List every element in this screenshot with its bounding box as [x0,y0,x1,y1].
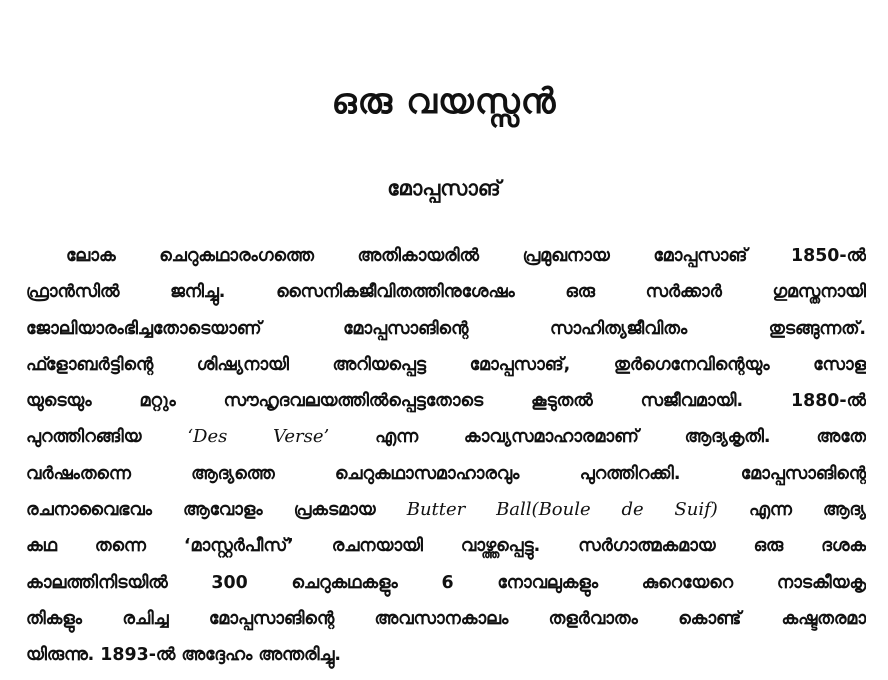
book-title-butter-ball: Butter Ball(Boule de Suif) [406,499,718,521]
story-title: ഒരു വയസ്സൻ [331,82,557,122]
paragraph-line: യിരുന്നു. 1893-ൽ അദ്ദേഹം അന്തരിച്ചു. [26,645,342,666]
paragraph-line: ഫ്ളോബർട്ടിന്റെ ശിഷ്യനായി അറിയപ്പെട്ട മോപ്പസാങ്, തുർഗെനേവിന്റെയും സോള [26,354,866,375]
line-text: എന്ന ആദ്യ [717,500,866,521]
paragraph-line: വർഷംതന്നെ ആദ്യത്തെ ചെറുകഥാസമാഹാരവും പുറത്തിറക്കി. മോപ്പസാങിന്റെ [26,463,866,484]
paragraph-line [26,419,866,455]
paragraph-line: കാലത്തിനിടയിൽ 300 ചെറുകഥകളും 6 നോവലുകളും കുറെയേറെ നാടകീയകൃ [26,572,866,593]
paragraph-line: ഫ്രാൻസിൽ ജനിച്ചു. സൈനികജീവിതത്തിനുശേഷം ഒരു സർക്കാർ ഗുമസ്തനായി [26,282,866,303]
intro-paragraph [26,238,866,674]
paragraph-line [26,492,866,528]
paragraph-line: തികളും രചിച്ച മോപ്പസാങിന്റെ അവസാനകാലം തളർവാതം കൊണ്ട് കഷ്ടതരമാ [26,608,866,629]
book-title-des-verse: ‘Des Verse’ [187,426,330,448]
line-text: രചനാവൈഭവം ആവോളം പ്രകടമായ [26,500,407,521]
paragraph-line: യുടെയും മറ്റും സൗഹൃദവലയത്തിൽപ്പെട്ടതോടെ കൂടുതൽ സജീവമായി. 1880-ൽ [26,391,866,412]
paragraph-line: ലോക ചെറുകഥാരംഗത്തെ അതികായരിൽ പ്രമുഖനായ മോപ്പസാങ് 1850-ൽ [66,246,866,266]
author-name: മോപ്പസാങ് [387,176,501,200]
paragraph-line: ജോലിയാരംഭിച്ചതോടെയാണ് മോപ്പസാങിന്റെ സാഹിത്യജീവിതം തുടങ്ങുന്നത്. [26,318,866,339]
line-text: പുറത്തിറങ്ങിയ [26,427,188,448]
line-text: എന്ന കാവ്യസമാഹാരമാണ് ആദ്യകൃതി. അതേ [329,427,866,448]
paragraph-line: കഥ തന്നെ ‘മാസ്റ്റർപീസ്’ രചനയായി വാഴ്ത്തപ്പെട്ടു. സർഗാത്മകമായ ഒരു ദശക [26,536,866,557]
